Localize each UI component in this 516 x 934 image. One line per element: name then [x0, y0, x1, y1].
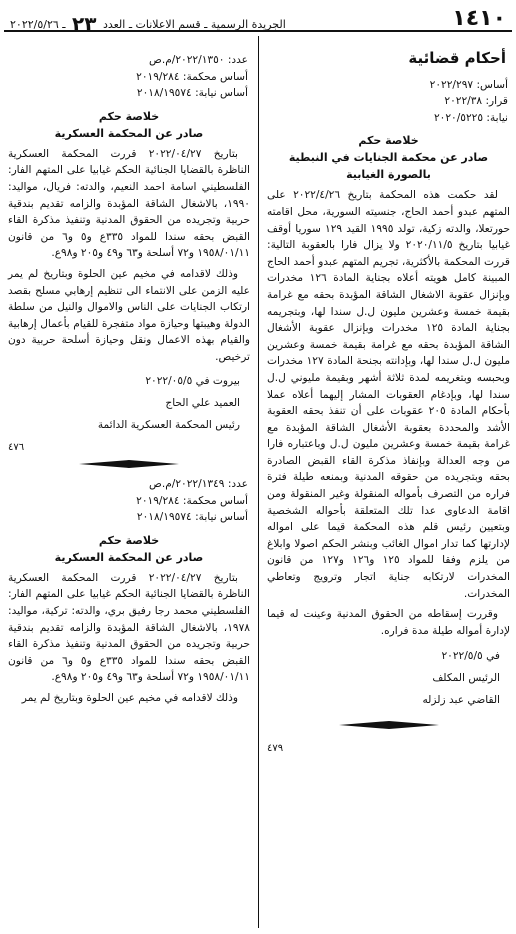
- form-title: بالصورة الغيابية: [346, 168, 431, 182]
- court-title: صادر عن المحكمة العسكرية: [54, 550, 204, 564]
- judgment-paragraph: وذلك لاقدامه في مخيم عين الحلوة وبتاريخ لم يمر: [21, 692, 238, 705]
- running-title-text: الجريدة الرسمية ـ قسم الاعلانات ـ العدد: [102, 18, 286, 31]
- signatory-name: القاضي عبد زلزله: [422, 694, 500, 707]
- court-title: صادر عن محكمة الجنايات في النبطية: [288, 151, 489, 165]
- issue-number: ٢٣: [72, 12, 97, 36]
- signatory-name: العميد علي الحاج: [165, 396, 240, 409]
- column-divider: [258, 36, 259, 928]
- separator-ornament: [339, 721, 439, 729]
- case-number: عدد: ٢٠٢٢/١٣٤٩/م.ص: [149, 478, 248, 491]
- signatory-role: رئيس المحكمة العسكرية الدائمة: [97, 418, 240, 431]
- page-header: [6, 4, 510, 36]
- issue-date: ـ ٢٠٢٢/٥/٢٦: [10, 18, 66, 31]
- basis-number: أساس: ٢٠٢٢/٢٩٧: [429, 78, 508, 91]
- running-title: [10, 12, 286, 36]
- judgment-paragraph: بتاريخ ٢٠٢٢/٠٤/٢٧ قررت المحكمة العسكرية الناظرة بالقضايا الجنائية الحكم غيابيا على المتهم الفار: الفلسطيني اسامة احمد النعيم، والدته: فريال، مواليد: ١٩٩٠، بالاشغال الشاقة المؤبدة والزامه تقديم بندقية حربية وتجريده من الحقوق المدنية وتنفيذ مذكرة القاء القبض بحقه سندا للمواد ٣٣٥ع و٥ و٦ من قانون ١٩٥٨/٠١/١١ و٧٢ أسلحة و٦٣ و٤٩ و٢٠٥ و٩٨ع.: [8, 147, 251, 260]
- judgment-paragraph: بتاريخ ٢٠٢٢/٠٤/٢٧ قررت المحكمة العسكرية الناظرة بالقضايا الجنائية الحكم غيابيا على المتهم الفار: الفلسطيني محمد رجا رفيق بري، والدته: تركية، مواليد: ١٩٧٨، بالاشغال الشاقة المؤبدة والزامه تقديم بندقية حربية وتجريده من الحقوق المدنية وتنفيذ مذكرة القاء القبض بحقه سندا للمواد ٣٣٥ع و٥ و٦ من قانون ١٩٥٨/٠١/١١ و٧٢ أسلحة و٦٣ و٤٩ و٢٠٥ و٩٨ع.: [8, 571, 251, 684]
- prosecution-number: نيابة: ٢٠٢٠/٥٢٢٥: [433, 111, 508, 124]
- summary-title: خلاصة حكم: [358, 134, 419, 148]
- separator-ornament: [79, 460, 179, 468]
- left-column: [8, 52, 250, 924]
- judgment-date: بيروت في ٢٠٢٢/٠٥/٥: [145, 374, 240, 387]
- summary-title: خلاصة حكم: [98, 109, 160, 123]
- header-rule: [4, 30, 512, 32]
- judgment-paragraph: وقررت إسقاطه من الحقوق المدنية وعينت له قيما لإدارة أمواله طيلة مدة فراره.: [267, 608, 510, 637]
- signatory-role: الرئيس المكلف: [432, 672, 500, 685]
- notice-number: ٤٧٩: [267, 743, 284, 755]
- summary-title: خلاصة حكم: [98, 533, 160, 547]
- decision-number: قرار: ٢٠٢٢/٣٨: [444, 95, 508, 108]
- court-basis-number: أساس محكمة: ٢٠١٩/٢٨٤: [136, 70, 248, 83]
- court-title: صادر عن المحكمة العسكرية: [54, 126, 204, 140]
- judgment-paragraph: وذلك لاقدامه في مخيم عين الحلوة وبتاريخ لم يمر عليه الزمن على الانتماء الى تنظيم إرهابي مسلح بقصد ارتكاب الجنايات على الناس والاموال والنيل من سلطة الدولة وهيبتها وحيازة مواد متفجرة للقيام بأعمال إرهابية والقيام بهذه الاعمال ونقل وحيازة أسلحة حربية دون ترخيص.: [8, 267, 250, 363]
- court-basis-number: أساس محكمة: ٢٠١٩/٢٨٤: [136, 494, 248, 507]
- judgment-paragraph: لقد حكمت هذه المحكمة بتاريخ ٢٠٢٢/٤/٢٦ على المتهم عبدو أحمد الحاج، جنسيته السورية، محل اقامته حورتعلا، والدته زكية، تولد ١٩٩٥ القيد ١٢٩ سوريا أوقف غيابيا بتاريخ ٢٠٢٠/١١/٥ ولا يزال فارا بالعقوبة التالية: قررت المحكمة بالأكثرية، تجريم المتهم عبدو أحمد الحاج المبينة كامل هويته أعلاه بجناية المادة ١٢٦ مخدرات وبإنزال عقوبة الاشغال الشاقة المؤبدة بحقه مع غرامة بقيمة خمسة وعشرين مليون ل.ل سندا لها، وبتجريمه بجناية المادة ١٢٥ مخدرات وبإنزال عقوبة الأشغال الشاقة المؤبدة بحقه مع غرامة بقيمة خمسة وعشرين مليون ل.ل سندا لها، وبإدانته بجنحة المادة ١٢٧ مخدرات وبحبسه وبتغريمه لمدة ثلاثة أشهر وبقيمة مليوني ل.ل سندا لها، وبإدغام العقوبات المشار إليهما أعلاه عملا بأحكام المادة ٢٠٥ عقوبات على أن تنفذ بحقه العقوبة الأشد والمحددة بعقوبة الأشغال الشاقة المؤبدة مع غرامة بقيمة خمسة وعشرين مليون ل.ل وباعتباره فارا من وجه العدالة وبإنفاذ مذكرة القاء القبض الصادرة بحقه وبتجريده من حقوقه المدنية وبمنعه طيلة فترة فراره من التصرف بأمواله المنقولة وغير المنقولة ومن اقامة الدعاوى عدا تلك المتعلقة بأحواله الشخصية وبتعيين رئيس قلم هذه المحكمة قيما على امواله لإدارتها كما تدار اموال الغائب وبنشر الحكم اصولا وابلاغ من يلزم وفقا للمواد ١٢٥ و١٢٦ و١٢٧ من قانون المخدرات لارتكابه جناية اتجار وترويج وتعاطي المخدرات.: [267, 189, 511, 600]
- case-number: عدد: ٢٠٢٢/١٣٥٠/م.ص: [149, 54, 248, 66]
- judgment-date: في ٢٠٢٢/٥/٥: [441, 650, 500, 663]
- notice-number: ٤٧٦: [8, 441, 25, 453]
- page-number: ١٤١٠: [452, 6, 506, 31]
- prosecution-basis-number: أساس نيابة: ٢٠١٨/١٩٥٧٤: [136, 511, 248, 524]
- prosecution-basis-number: أساس نيابة: ٢٠١٨/١٩٥٧٤: [136, 87, 248, 100]
- section-title: أحكام قضائية: [408, 49, 506, 67]
- right-column: [267, 44, 510, 924]
